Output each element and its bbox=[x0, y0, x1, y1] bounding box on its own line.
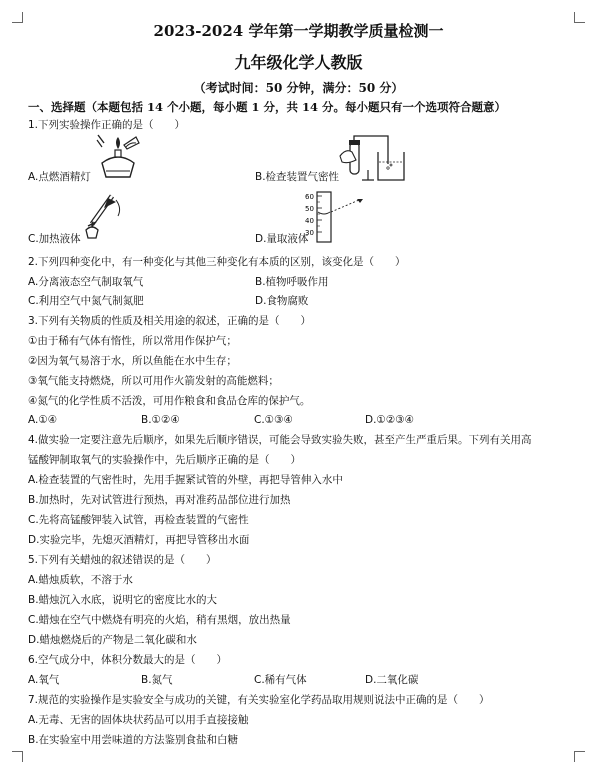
q4-option-b: B.加热时，先对试管进行预热，再对准药品部位进行加热 bbox=[28, 494, 291, 506]
q7-option-a: A.无毒、无害的固体块状药品可以用手直接接触 bbox=[28, 714, 249, 726]
q4-stem: 4.做实验一定要注意先后顺序，如果先后顺序错误，可能会导致实验失败，甚至产生严重后果。下列有关用高 bbox=[28, 434, 532, 446]
q3-option-a: A.①④ bbox=[28, 414, 58, 426]
q4-option-a: A.检查装置的气密性时，先用手握紧试管的外壁，再把导管伸入水中 bbox=[28, 474, 343, 486]
q5-option-c: C.蜡烛在空气中燃烧有明亮的火焰，稍有黑烟，放出热量 bbox=[28, 614, 291, 626]
q2-stem: 2.下列四种变化中，有一种变化与其他三种变化有本质的区别，该变化是（ ） bbox=[28, 256, 406, 268]
q1-option-d: D.量取液体 bbox=[255, 233, 309, 245]
exam-title: 2023-2024 学年第一学期教学质量检测一 bbox=[153, 22, 444, 40]
q4-stem-continued: 锰酸钾制取氧气的实验操作中，先后顺序正确的是（ ） bbox=[28, 454, 301, 466]
q4-option-c: C.先将高锰酸钾装入试管，再检查装置的气密性 bbox=[28, 514, 249, 526]
corner-mark bbox=[574, 751, 585, 762]
q4-option-d: D.实验完毕，先熄灭酒精灯，再把导管移出水面 bbox=[28, 534, 250, 546]
q3-option-c: C.①③④ bbox=[254, 414, 293, 426]
q5-option-b: B.蜡烛沉入水底，说明它的密度比水的大 bbox=[28, 594, 218, 606]
q3-statement-4: ④氮气的化学性质不活泼，可用作粮食和食品仓库的保护气。 bbox=[28, 395, 311, 407]
q5-option-d: D.蜡烛燃烧后的产物是二氧化碳和水 bbox=[28, 634, 197, 646]
corner-mark bbox=[12, 751, 23, 762]
q2-option-d: D.食物腐败 bbox=[255, 295, 309, 307]
q7-option-b: B.在实验室中用尝味道的方法鉴别食盐和白糖 bbox=[28, 734, 239, 746]
q7-stem: 7.规范的实验操作是实验安全与成功的关键，有关实验室化学药品取用规则说法中正确的是（ ） bbox=[28, 694, 490, 706]
cylinder-mark: 60 bbox=[305, 193, 314, 201]
airtightness-check-illustration bbox=[338, 134, 410, 182]
q6-option-b: B.氮气 bbox=[141, 674, 173, 686]
cylinder-mark: 50 bbox=[305, 205, 314, 213]
q2-option-b: B.植物呼吸作用 bbox=[255, 276, 329, 288]
q6-option-c: C.稀有气体 bbox=[254, 674, 307, 686]
q3-stem: 3.下列有关物质的性质及相关用途的叙述，正确的是（ ） bbox=[28, 315, 312, 327]
q6-option-a: A.氧气 bbox=[28, 674, 60, 686]
graduated-cylinder-illustration bbox=[305, 190, 375, 244]
q3-statement-1: ①由于稀有气体有惰性，所以常用作保护气； bbox=[28, 335, 237, 347]
exam-info: （考试时间：50 分钟，满分：50 分） bbox=[193, 81, 404, 95]
alcohol-lamp-illustration bbox=[96, 133, 140, 179]
cylinder-mark: 30 bbox=[305, 229, 314, 237]
q2-option-a: A.分离液态空气制取氧气 bbox=[28, 276, 144, 288]
q1-option-a: A.点燃酒精灯 bbox=[28, 171, 91, 183]
q3-option-b: B.①②④ bbox=[141, 414, 180, 426]
cylinder-mark: 40 bbox=[305, 217, 314, 225]
section-heading: 一、选择题（本题包括 14 个小题，每小题 1 分，共 14 分。每小题只有一个选项符合题意） bbox=[28, 100, 507, 114]
q1-option-c: C.加热液体 bbox=[28, 233, 81, 245]
q6-stem: 6.空气成分中，体积分数最大的是（ ） bbox=[28, 654, 228, 666]
q6-option-d: D.二氧化碳 bbox=[365, 674, 419, 686]
q5-stem: 5.下列有关蜡烛的叙述错误的是（ ） bbox=[28, 554, 217, 566]
q1-stem: 1.下列实验操作正确的是（ ） bbox=[28, 119, 186, 131]
exam-subtitle: 九年级化学人教版 bbox=[234, 53, 363, 72]
q3-statement-3: ③氧气能支持燃烧，所以可用作火箭发射的高能燃料； bbox=[28, 375, 279, 387]
q3-statement-2: ②因为氧气易溶于水，所以鱼能在水中生存； bbox=[28, 355, 237, 367]
q5-option-a: A.蜡烛质软，不溶于水 bbox=[28, 574, 133, 586]
q1-option-b: B.检查装置气密性 bbox=[255, 171, 340, 183]
q3-option-d: D.①②③④ bbox=[365, 414, 415, 426]
heating-liquid-illustration bbox=[82, 194, 130, 240]
q2-option-c: C.利用空气中氮气制氮肥 bbox=[28, 295, 144, 307]
